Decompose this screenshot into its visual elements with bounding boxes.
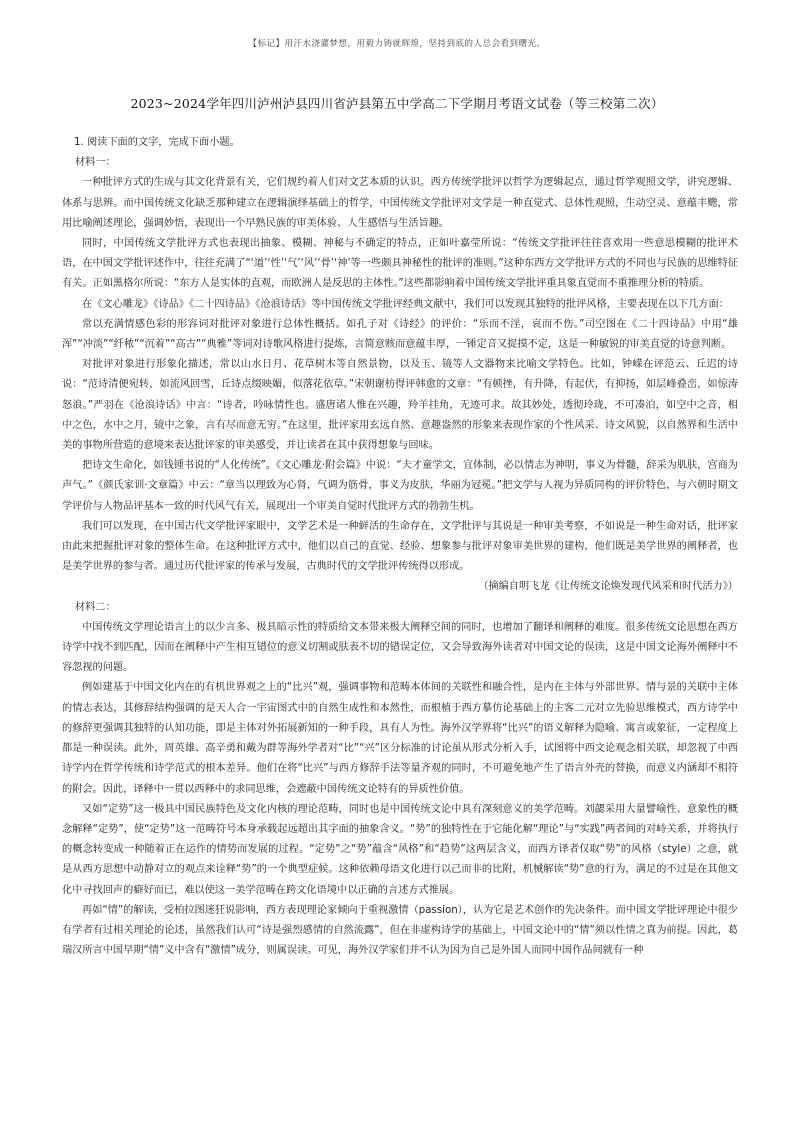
material2-paragraph: 再如“情”的解读，受柏拉图迷狂说影响，西方表现理论家倾向于重视激情（passion），认为它是艺术创作的先决条件。而中国文学批评理论中很少有学者有过相关理论的论述，虽然我们认可“诗是强烈感情的自然流露”，但在非虚构诗学的基础上，中国文论中的“情”须以性情之真为前提。因此，葛瑞汉所言中国早期“情”义中含有“激情”成分，则属误读。可见，海外汉学家们并不认为因为自己是外国人而同中国作品间就有一种 (62, 904, 738, 957)
material2-label: 材料二： (75, 601, 116, 613)
material1-paragraph: 在《文心雕龙》《诗品》《二十四诗品》《沧浪诗话》等中国传统文学批评经典文献中，我们可以发现其独特的批评风格，主要表现在以下几方面： (82, 298, 729, 310)
document-title: 2023~2024学年四川泸州泸县四川省泸县第五中学高二下学期月考语文试卷（等三校第二次） (130, 96, 664, 111)
material2-paragraph: 例如建基于中国文化内在的有机世界观之上的“比兴”观，强调事物和范畴本体间的关联性和融合性，是内在主体与外部世界、情与景的关联中主体的情志表达，其修辞结构强调的是天人合一宇宙图式中的自然生成性和本然性，而根植于西方摹仿论基础上的主客二元对立先验思维模式，西方诗学中的修辞更强调其独特的认知功能，即是主体对外拓展新知的一种手段，具有人为性。海外汉学界将“比兴”的语义解释为隐喻、寓言或象征，一定程度上都是一种误读。此外，周英雄、高辛勇和戴为群等海外学者对“比”“兴”区分标准的讨论虽从形式分析入手，试图将中西文论观念相关联，却忽视了中西诗学内在哲学传统和诗学范式的根本差异。他们在将“比兴”与西方修辞手法等量齐观的同时，不可避免地产生了语言外壳的替换，而意义内涵却不相符的附会。因此，译释中一贯以西释中的求同思维，会遮蔽中国传统文论特有的异质性价值。 (62, 682, 738, 795)
material2-paragraph: 又如“定势”这一极具中国民族特色及文化内核的理论范畴，同时也是中国传统文论中具有深刻意义的美学范畴。刘勰采用大量譬喻性、意象性的概念解释“定势”，使“定势”这一范畴符号本身承载起远超出其字面的抽象含义。“势”的独特性在于它能化解“理论”与“实践”两者间的对峙关系，并将执行的概念转变成一种随着正在运作的情势而发展的过程。“定势”之“势”蕴含“风格”和“趋势”这两层含义，而西方译者仅取“势”的风格（style）之意，就是从西方思想中动静对立的观点来诠释“势”的一个典型症候。这种依赖母语文化进行以己而非的比附，机械解读“势”意的行为，满足的不过是在其他文化中寻找回声的癖好而已，难以使这一美学范畴在跨文化语境中以正确的言述方式推展。 (62, 803, 738, 896)
header-motto: 【标记】用汗水浇灌梦想，用毅力铸就辉煌，坚持到底的人总会看到曙光。 (248, 39, 546, 49)
material1-paragraph: 我们可以发现，在中国古代文学批评家眼中，文学艺术是一种鲜活的生命存在，文学批评与其说是一种审美考察，不如说是一种生命对话，批评家由此来把握批评对象的整体生命。在这种批评方式中，他们以自己的直觉、经验、想象参与批评对象审美世界的建构，他们既是美学世界的阐释者，也是美学世界的参与者。通过历代批评家的传承与发展，古典时代的文学批评传统得以形成。 (62, 520, 738, 573)
material1-paragraph: 常以充满情感色彩的形容词对批评对象进行总体性概括。如孔子对《诗经》的评价：“乐而不淫，哀而不伤。”司空图在《二十四诗品》中用“雄浑”“冲淡”“纤秾”“沉着”“高古”“典雅”等词对诗歌风格进行提炼，言简意赅而意蕴丰厚，一锤定音又捉摸不定，这是一种敏锐的审美直觉的诗意判断。 (62, 318, 738, 351)
material1-paragraph: 把诗文生命化，如钱锺书说的“人化传统”。《文心雕龙·附会篇》中说：“夫才童学文，宜体制，必以情志为神明，事义为骨髓，辞采为肌肤，宫商为声气。”《颜氏家训·文章篇》中云：“章当以理致为心肾，气调为筋骨，事义为皮肤，华丽为冠冕。”把文学与人视为异质同构的评价特色，与六朝时期文学评价与人物品评基本一致的时代风气有关，展现出一个审美自觉时代批评方式的勃勃生机。 (62, 460, 738, 512)
material1-paragraph: 对批评对象进行形象化描述，常以山水日月、花草树木等自然景物，以及玉、镜等人文器物来比喻文学特色。比如，钟嵘在评范云、丘迟的诗说：“范诗清便宛转，如流风回雪，丘诗点缀映媚，似落花依草。”宋朝谢枋得评韩愈的文章：“有顿挫，有升降，有起伏，有抑扬，如层峰叠峦，如惊涛怒浪。”严羽在《沧浪诗话》中言：“诗者，吟咏情性也。盛唐诸人惟在兴趣，羚羊挂角，无迹可求。故其妙处，透彻玲珑，不可凑泊，如空中之音，相中之色，水中之月，镜中之象，言有尽而意无穷。”在这里，批评家用玄远自然、意趣盎然的形象来表现作家的个性风采、诗文风貌，以自然界和生活中美的事物所营造的意境来表达批评家的审美感受，并让读者在其中获得想象与回味。 (62, 359, 738, 452)
question-body (62, 133, 738, 961)
material1-label: 材料一： (75, 157, 116, 169)
material1-paragraph: 一种批评方式的生成与其文化背景有关，它们规约着人们对文艺本质的认识。西方传统学批评以哲学为逻辑起点，通过哲学观照文学，讲究逻辑、体系与思辨。而中国传统文化缺乏那种建立在逻辑演绎基础上的哲学，中国传统文学批评对文学是一种直觉式、总体性观照，生动空灵、意蕴丰赡，常用比喻阐述理论，强调妙悟，表现出一个早熟民族的审美体验、人生感悟与生活旨趣。 (62, 177, 738, 229)
material1-paragraph: 同时，中国传统文学批评方式也表现出抽象、模糊、神秘与不确定的特点，正如叶嘉莹所说：“传统文学批评往往喜欢用一些意思模糊的批评术语，在中国文学批评述作中，往往充满了“‘道’‘性’‘气’‘风’‘骨’‘神’等一些颇具神秘性的批评的准则。”这种东西方文学批评方式的不同也与民族的思维特征有关。正如黑格尔所说：“东方人是实体的直观，而欧洲人是反思的主体性。”这些都影响着中国传统文学批评重具象直觉而不重推理分析的特质。 (62, 238, 738, 290)
material1-source: （摘编自明飞龙《让传统文论焕发现代风采和时代活力》） (478, 581, 738, 593)
question-stem: 1. 阅读下面的文字，完成下面小题。 (74, 137, 240, 148)
material2-paragraph: 中国传统文学理论语言上的以少言多、极具暗示性的特质给文本带来极大阐释空间的同时，也增加了翻译和阐释的难度。很多传统文论思想在西方诗学中找不到匹配，因而在阐释中产生相互错位的意义切割或肤表不切的错误定位，又会导致海外读者对中国文论的误读，这是中国文论海外阐释中不容忽视的问题。 (62, 621, 738, 674)
